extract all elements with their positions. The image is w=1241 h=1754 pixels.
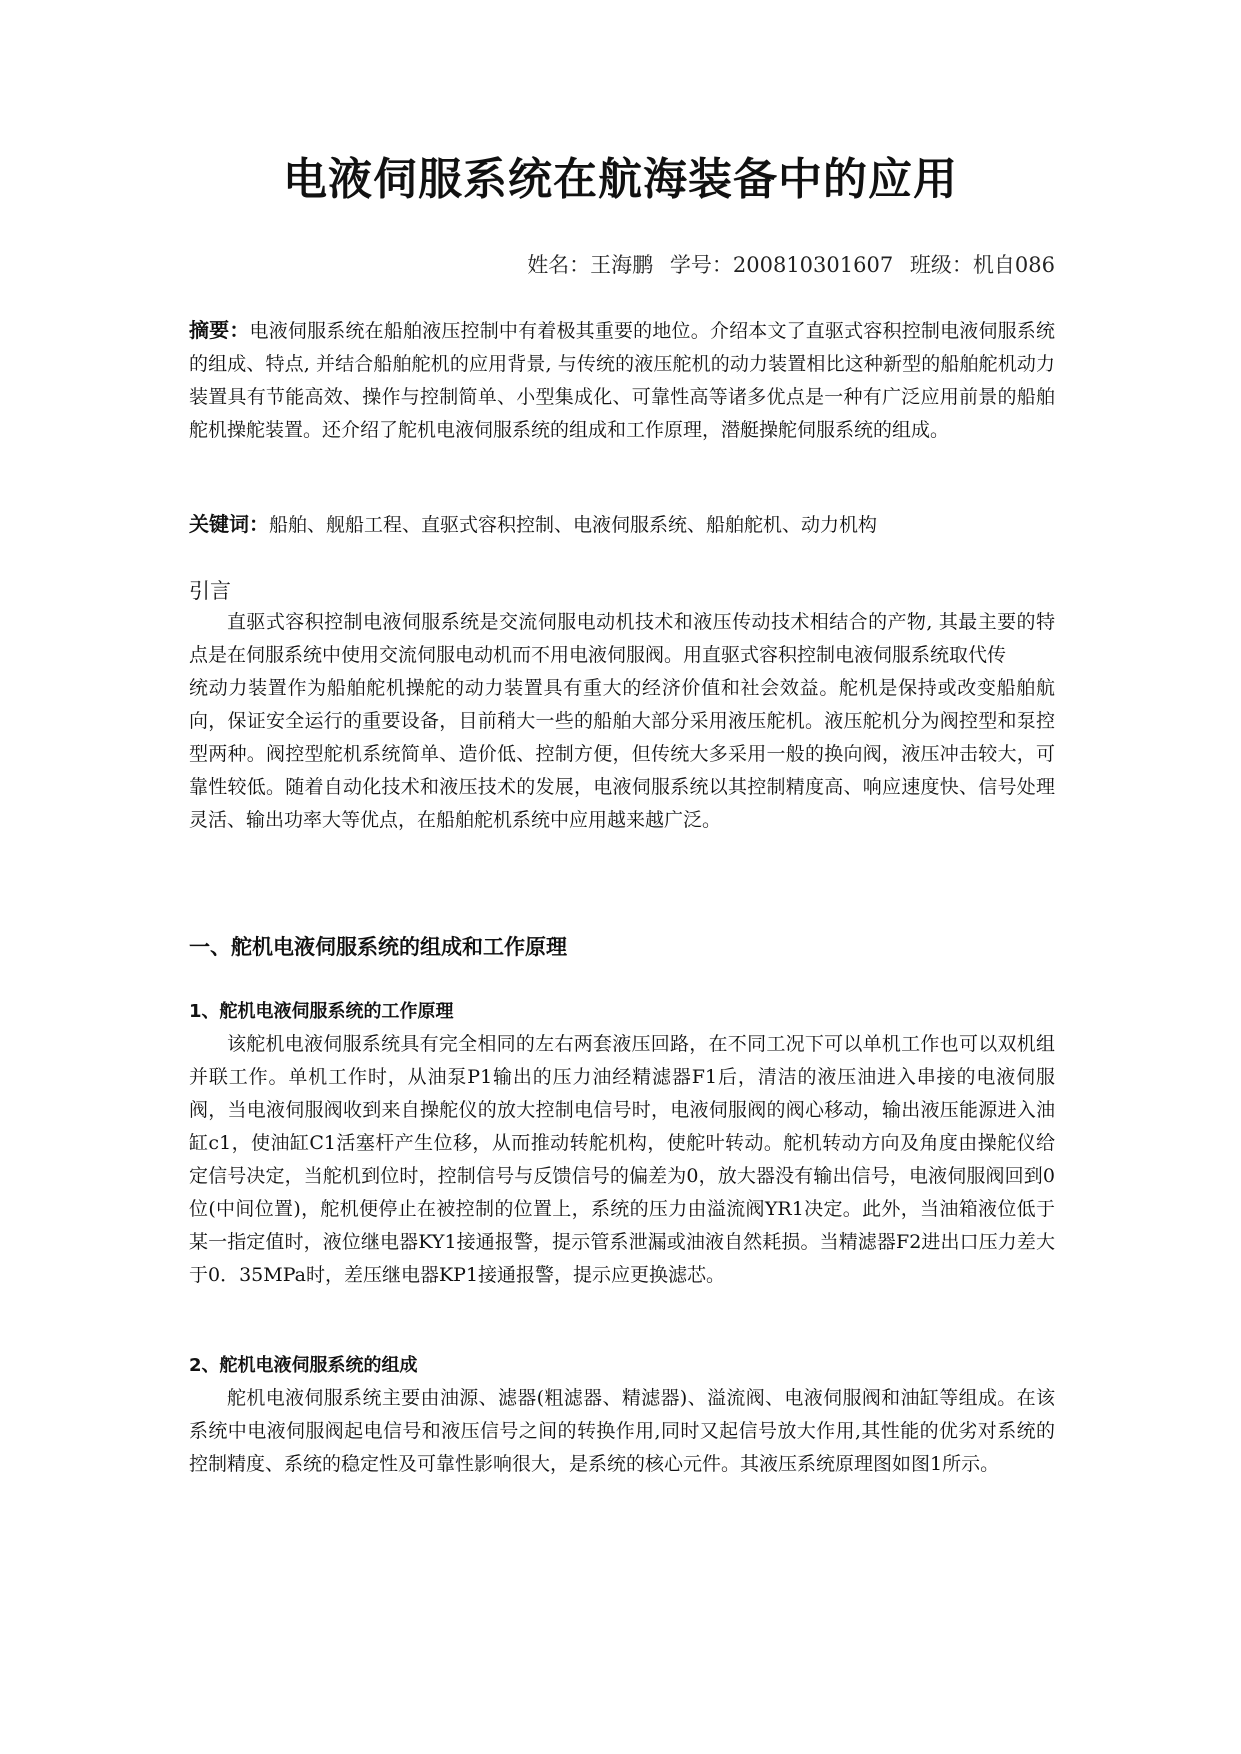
abstract-label: 摘要： bbox=[189, 318, 250, 342]
intro-heading: 引言 bbox=[189, 579, 231, 603]
subsection-2-heading: 2、舵机电液伺服系统的组成 bbox=[189, 1355, 418, 1376]
paper-title: 电液伺服系统在航海装备中的应用 bbox=[283, 154, 958, 205]
subsection-1-text: 该舵机电液伺服系统具有完全相同的左右两套液压回路，在不同工况下可以单机工作也可以双机组并联工作。单机工作时，从油泵P1输出的压力油经精滤器F1后，清洁的液压油进入串接的电液伺服阀，当电液伺服阀收到来自操舵仪的放大控制电信号时，电液伺服阀的阀心移动，输出液压能源进入油缸c1，使油缸C1活塞杆产生位移，从而推动转舵机构，使舵叶转动。舵机转动方向及角度由操舵仪给定信号决定，当舵机到位时，控制信号与反馈信号的偏差为0，放大器没有输出信号，电液伺服阀回到0位(中间位置)，舵机便停止在被控制的位置上，系统的压力由溢流阀YR1决定。此外，当油箱液位低于某一指定值时，液位继电器KY1接通报警，提示管系泄漏或油液自然耗损。当精滤器F2进出口压力差大于0．35MPa时，差压继电器KP1接通报警，提示应更换滤芯。 bbox=[189, 1033, 1055, 1286]
abstract-text: 电液伺服系统在船舶液压控制中有着极其重要的地位。介绍本文了直驱式容积控制电液伺服系统的组成、特点, 并结合船舶舵机的应用背景, 与传统的液压舵机的动力装置相比这种新型的船舶舵机动力装置具有节能高效、操作与控制简单、小型集成化、可靠性高等诸多优点是一种有广泛应用前景的船舶舵机操舵装置。还介绍了舵机电液伺服系统的组成和工作原理，潜艇操舵伺服系统的组成。 bbox=[189, 320, 1055, 441]
subsection-1-heading: 1、舵机电液伺服系统的工作原理 bbox=[189, 1001, 454, 1022]
subsection-2-text: 舵机电液伺服系统主要由油源、滤器(粗滤器、精滤器)、溢流阀、电液伺服阀和油缸等组成。在该系统中电液伺服阀起电信号和液压信号之间的转换作用,同时又起信号放大作用,其性能的优劣对系统的控制精度、系统的稳定性及可靠性影响很大，是系统的核心元件。其液压系统原理图如图1所示。 bbox=[189, 1387, 1055, 1475]
author-info bbox=[527, 248, 1055, 282]
author-student-id: 学号：200810301607 bbox=[669, 253, 894, 277]
intro-body bbox=[189, 606, 1055, 837]
keywords bbox=[189, 508, 1055, 542]
author-class: 班级：机自086 bbox=[909, 253, 1055, 277]
keywords-label: 关键词： bbox=[189, 512, 269, 536]
intro-paragraph-2: 统动力装置作为船舶舵机操舵的动力装置具有重大的经济价值和社会效益。舵机是保持或改变船舶航向，保证安全运行的重要设备，目前稍大一些的船舶大部分采用液压舵机。液压舵机分为阀控型和泵控型两种。阀控型舵机系统简单、造价低、控制方便，但传统大多采用一般的换向阀，液压冲击较大，可靠性较低。随着自动化技术和液压技术的发展，电液伺服系统以其控制精度高、响应速度快、信号处理灵活、输出功率大等优点，在船舶舵机系统中应用越来越广泛。 bbox=[189, 677, 1055, 831]
author-name: 姓名：王海鹏 bbox=[527, 253, 654, 277]
subsection-2-body bbox=[189, 1382, 1055, 1481]
intro-paragraph-1: 直驱式容积控制电液伺服系统是交流伺服电动机技术和液压传动技术相结合的产物, 其最主要的特点是在伺服系统中使用交流伺服电动机而不用电液伺服阀。用直驱式容积控制电液伺服系统取代传 bbox=[189, 611, 1055, 666]
subsection-1-body bbox=[189, 1028, 1055, 1292]
keywords-text: 船舶、舰船工程、直驱式容积控制、电液伺服系统、船舶舵机、动力机构 bbox=[269, 514, 878, 536]
abstract bbox=[189, 314, 1055, 447]
section-1-heading: 一、舵机电液伺服系统的组成和工作原理 bbox=[189, 935, 567, 959]
